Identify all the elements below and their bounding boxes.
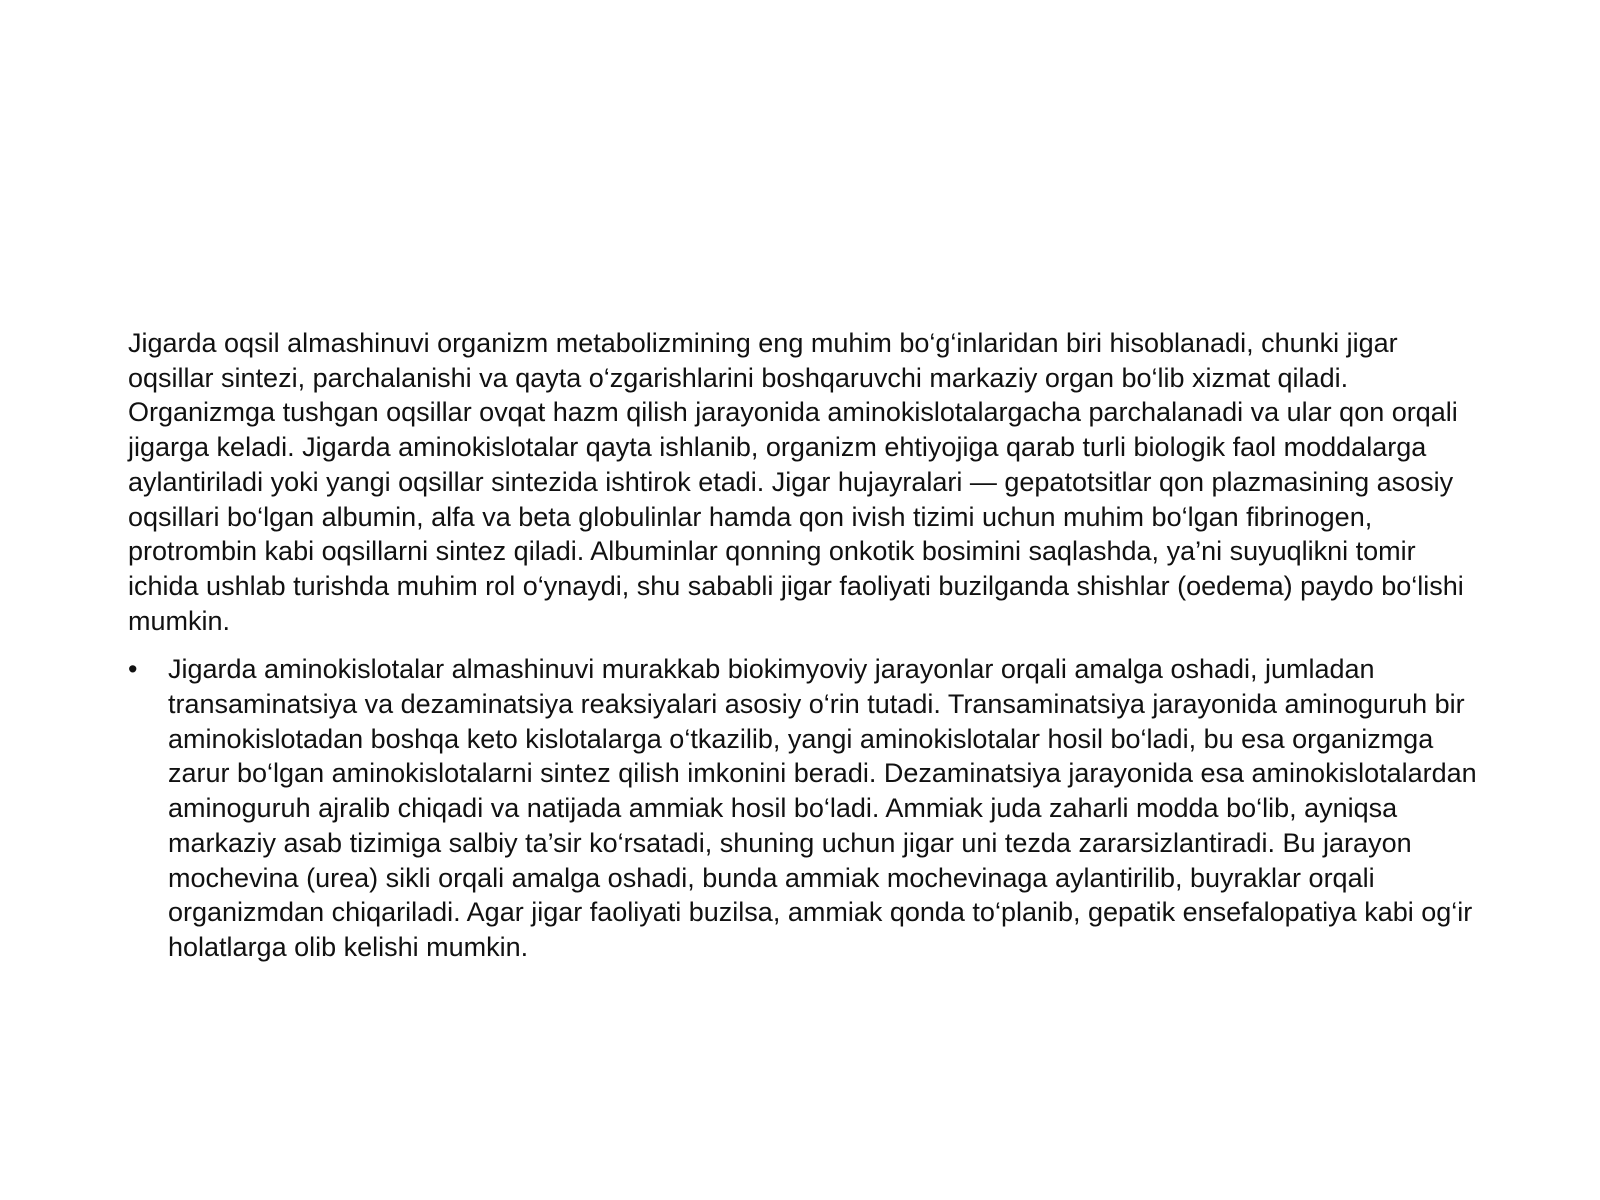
bullet-marker: •	[128, 654, 138, 685]
bullet-text: Jigarda aminokislotalar almashinuvi murakkab biokimyoviy jarayonlar orqali amalga oshadi, jumladan transaminatsiya va dezaminatsiya reaksiyalari asosiy o‘rin tutadi. Transaminatsiya jarayonida aminoguruh bir aminokislotadan boshqa keto kislotalarga o‘tkazilib, yangi aminokislotalar hosil bo‘ladi, bu esa organizmga zarur bo‘lgan aminokislotalarni sintez qilish imkonini beradi. Dezaminatsiya jarayonida esa aminokislotalardan aminoguruh ajralib chiqadi va natijada ammiak hosil bo‘ladi. Ammiak juda zaharli modda bo‘lib, ayniqsa markaziy asab tizimiga salbiy ta’sir ko‘rsatadi, shuning uchun jigar uni tezda zararsizlantiradi. Bu jarayon mochevina (urea) sikli orqali amalga oshadi, bunda ammiak mochevinaga aylantirilib, buyraklar orqali organizmdan chiqariladi. Agar jigar faoliyati buzilsa, ammiak qonda to‘planib, gepatik ensefalopatiya kabi og‘ir holatlarga olib kelishi mumkin.	[168, 654, 1477, 962]
slide-body	[128, 326, 1483, 965]
bullet-list	[128, 652, 1483, 964]
list-item	[128, 652, 1483, 964]
intro-paragraph: Jigarda oqsil almashinuvi organizm metabolizmining eng muhim bo‘g‘inlaridan biri hisoblanadi, chunki jigar oqsillar sintezi, parchalanishi va qayta o‘zgarishlarini boshqaruvchi markaziy organ bo‘lib xizmat qiladi. Organizmga tushgan oqsillar ovqat hazm qilish jarayonida aminokislotalargacha parchalanadi va ular qon orqali jigarga keladi. Jigarda aminokislotalar qayta ishlanib, organizm ehtiyojiga qarab turli biologik faol moddalarga aylantiriladi yoki yangi oqsillar sintezida ishtirok etadi. Jigar hujayralari — gepatotsitlar qon plazmasining asosiy oqsillari bo‘lgan albumin, alfa va beta globulinlar hamda qon ivish tizimi uchun muhim bo‘lgan fibrinogen, protrombin kabi oqsillarni sintez qiladi. Albuminlar qonning onkotik bosimini saqlashda, ya’ni suyuqlikni tomir ichida ushlab turishda muhim rol o‘ynaydi, shu sababli jigar faoliyati buzilganda shishlar (oedema) paydo bo‘lishi mumkin.	[128, 328, 1464, 636]
